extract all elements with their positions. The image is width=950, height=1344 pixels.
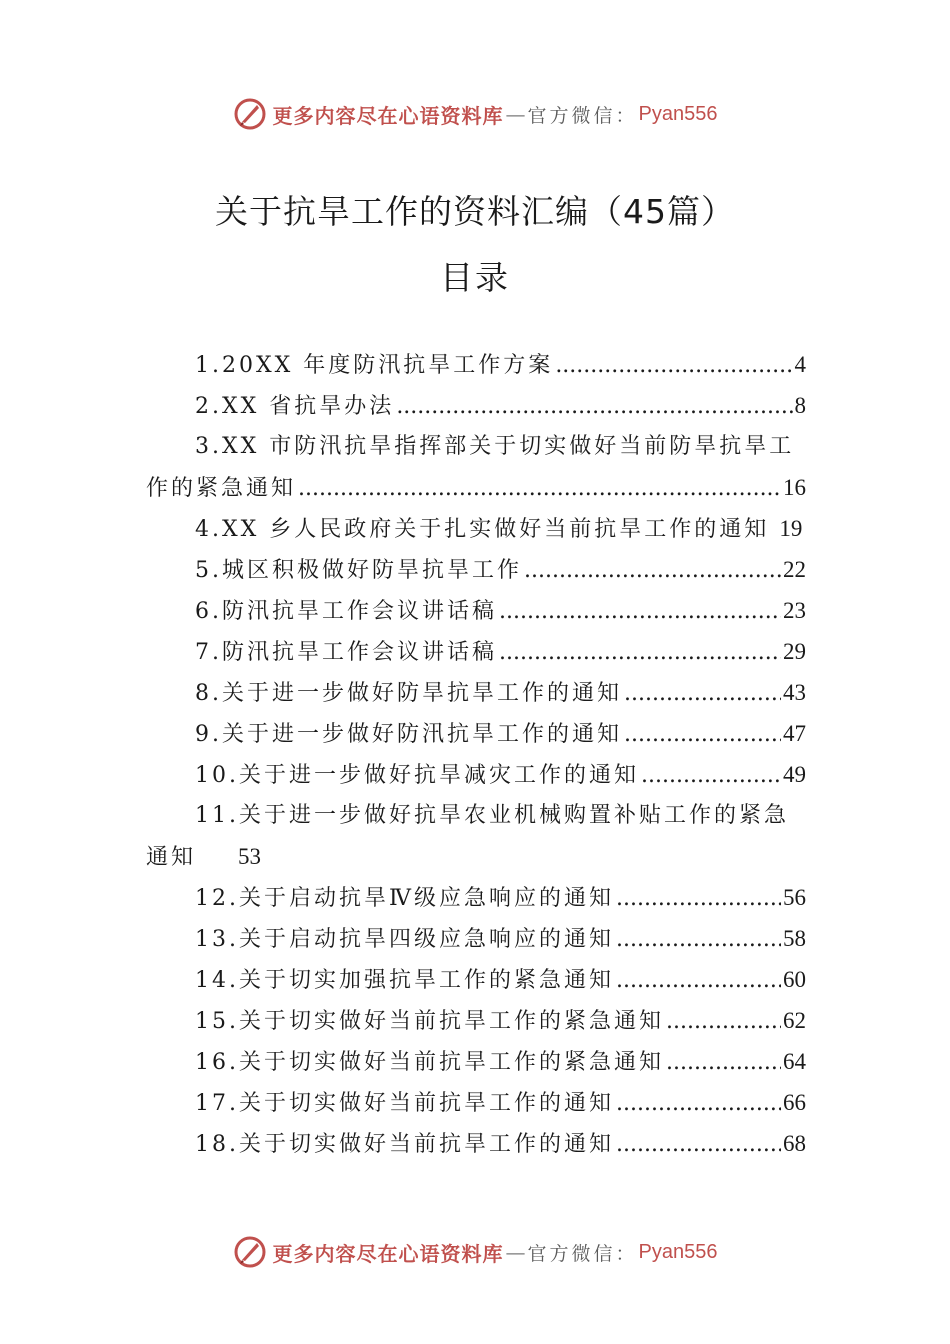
dot-leader <box>666 1001 781 1042</box>
dot-leader <box>524 550 781 591</box>
dot-leader <box>616 1124 781 1165</box>
watermark-wechat-label: 官方微信 <box>527 1242 616 1265</box>
toc-entry-2[interactable] <box>146 385 806 426</box>
dot-leader <box>624 714 781 755</box>
toc-entry-label-line1: 11.关于进一步做好抗旱农业机械购置补贴工作的紧急 <box>195 803 789 828</box>
watermark-wechat-label: 官方微信 <box>527 104 616 127</box>
toc-entry-label-line2: 作的紧急通知 <box>146 476 297 501</box>
toc-entry-12[interactable] <box>146 877 806 918</box>
dot-leader <box>616 1083 781 1124</box>
toc-entry-label: 14.关于切实加强抗旱工作的紧急通知 <box>195 968 614 993</box>
toc-entry-8[interactable] <box>146 672 806 713</box>
toc-entry-11[interactable] <box>146 795 806 877</box>
toc-entry-page: 60 <box>783 967 806 992</box>
toc-entry-5[interactable] <box>146 549 806 590</box>
toc-entry-page: 62 <box>783 1008 806 1033</box>
watermark-wechat-id: Pyan556 <box>638 102 718 125</box>
toc-entry-label: 1.20XX 年度防汛抗旱工作方案 <box>195 353 554 378</box>
table-of-contents <box>146 344 806 1164</box>
toc-entry-label: 4.XX 乡人民政府关于扎实做好当前抗旱工作的通知 <box>195 517 770 542</box>
toc-entry-16[interactable] <box>146 1041 806 1082</box>
toc-entry-18[interactable] <box>146 1123 806 1164</box>
toc-entry-page: 47 <box>783 721 806 746</box>
dot-leader <box>396 386 792 427</box>
watermark-text: 更多内容尽在心语资料库 <box>272 1241 504 1266</box>
toc-entry-10[interactable] <box>146 754 806 795</box>
toc-entry-page: 19 <box>779 516 803 541</box>
toc-entry-page: 8 <box>794 393 806 418</box>
dot-leader <box>616 960 781 1001</box>
toc-entry-7[interactable] <box>146 631 806 672</box>
toc-entry-4[interactable] <box>146 508 806 549</box>
dot-leader <box>666 1042 781 1083</box>
bottom-watermark-banner <box>0 1232 950 1272</box>
toc-entry-label: 7.防汛抗旱工作会议讲话稿 <box>195 640 497 665</box>
toc-entry-page: 4 <box>794 352 806 377</box>
toc-entry-page: 23 <box>783 598 806 623</box>
toc-entry-label-line1: 3.XX 市防汛抗旱指挥部关于切实做好当前防旱抗旱工 <box>195 434 795 459</box>
toc-entry-label: 6.防汛抗旱工作会议讲话稿 <box>195 599 497 624</box>
toc-entry-label-line2: 通知 <box>146 845 197 870</box>
watermark-separator: — <box>505 1240 526 1264</box>
watermark-colon: ： <box>615 104 635 127</box>
toc-entry-label: 16.关于切实做好当前抗旱工作的紧急通知 <box>195 1050 664 1075</box>
toc-entry-14[interactable] <box>146 959 806 1000</box>
toc-heading: 目录 <box>440 258 510 297</box>
toc-entry-page: 56 <box>783 885 806 910</box>
toc-entry-label: 5.城区积极做好防旱抗旱工作 <box>195 558 522 583</box>
toc-entry-label: 10.关于进一步做好抗旱减灾工作的通知 <box>195 763 639 788</box>
toc-entry-label: 17.关于切实做好当前抗旱工作的通知 <box>195 1091 614 1116</box>
toc-entry-page: 29 <box>783 639 806 664</box>
watermark-colon: ： <box>615 1242 635 1265</box>
quill-logo-icon <box>233 1235 267 1269</box>
toc-entry-page: 64 <box>783 1049 806 1074</box>
toc-entry-label: 15.关于切实做好当前抗旱工作的紧急通知 <box>195 1009 664 1034</box>
watermark-wechat-id: Pyan556 <box>638 1240 718 1263</box>
toc-entry-label: 8.关于进一步做好防旱抗旱工作的通知 <box>195 681 622 706</box>
toc-entry-page: 68 <box>783 1131 806 1156</box>
toc-entry-15[interactable] <box>146 1000 806 1041</box>
toc-entry-label: 9.关于进一步做好防汛抗旱工作的通知 <box>195 722 622 747</box>
toc-entry-page: 22 <box>783 557 806 582</box>
dot-leader <box>616 878 781 919</box>
toc-entry-page: 43 <box>783 680 806 705</box>
dot-leader <box>641 755 781 796</box>
toc-entry-9[interactable] <box>146 713 806 754</box>
toc-entry-label: 18.关于切实做好当前抗旱工作的通知 <box>195 1132 614 1157</box>
watermark-separator: — <box>505 102 526 126</box>
toc-entry-6[interactable] <box>146 590 806 631</box>
dot-leader <box>298 468 781 509</box>
toc-entry-3[interactable] <box>146 426 806 508</box>
toc-entry-label: 13.关于启动抗旱四级应急响应的通知 <box>195 927 614 952</box>
toc-entry-page: 66 <box>783 1090 806 1115</box>
dot-leader <box>624 673 781 714</box>
dot-leader <box>499 591 781 632</box>
toc-entry-13[interactable] <box>146 918 806 959</box>
toc-entry-label: 2.XX 省抗旱办法 <box>195 394 395 419</box>
toc-entry-page: 53 <box>238 844 262 869</box>
toc-entry-page: 16 <box>783 475 806 500</box>
document-title: 关于抗旱工作的资料汇编（45篇） <box>215 192 735 231</box>
top-watermark-banner <box>0 94 950 134</box>
dot-leader <box>499 632 781 673</box>
toc-entry-label: 12.关于启动抗旱Ⅳ级应急响应的通知 <box>195 886 614 911</box>
dot-leader <box>616 919 781 960</box>
toc-entry-1[interactable] <box>146 344 806 385</box>
toc-entry-17[interactable] <box>146 1082 806 1123</box>
watermark-text: 更多内容尽在心语资料库 <box>272 103 504 128</box>
toc-entry-page: 58 <box>783 926 806 951</box>
toc-entry-page: 49 <box>783 762 806 787</box>
quill-logo-icon <box>233 97 267 131</box>
dot-leader <box>555 345 792 386</box>
